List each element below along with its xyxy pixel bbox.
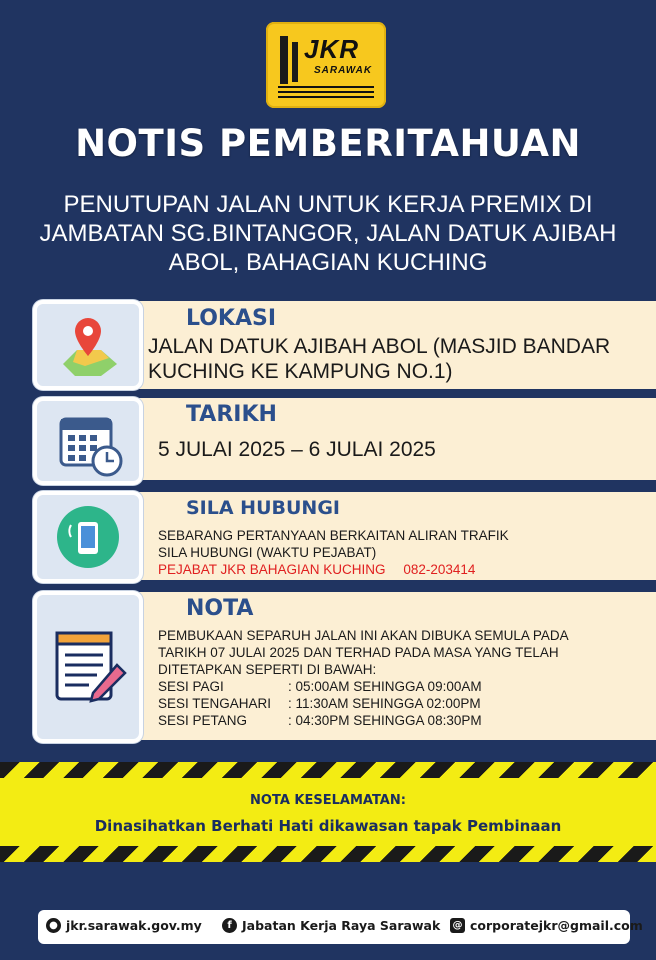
facebook-text: Jabatan Kerja Raya Sarawak xyxy=(242,918,441,933)
page-title: NOTIS PEMBERITAHUAN xyxy=(75,122,581,165)
footer-website[interactable] xyxy=(46,918,202,933)
nota-line: DITETAPKAN SEPERTI DI BAWAH: xyxy=(158,662,377,677)
subtitle-line: JAMBATAN SG.BINTANGOR, JALAN DATUK AJIBAH xyxy=(39,220,617,247)
subtitle xyxy=(20,190,636,277)
safety-text: Dinasihatkan Berhati Hati dikawasan tapak Pembinaan xyxy=(94,817,562,835)
hubungi-text xyxy=(158,527,509,578)
lokasi-text xyxy=(148,334,610,384)
logo-brand: JKR xyxy=(304,34,360,64)
safety-band xyxy=(0,762,656,862)
session-row xyxy=(158,695,569,712)
lokasi-heading: LOKASI xyxy=(186,306,277,331)
safety-title: NOTA KESELAMATAN: xyxy=(250,793,406,808)
tarikh-text: 5 JULAI 2025 – 6 JULAI 2025 xyxy=(158,438,436,461)
nota-icon-box xyxy=(33,591,143,743)
nota-line: TARIKH 07 JULAI 2025 DAN TERHAD PADA MASA YANG TELAH xyxy=(158,645,559,660)
hazard-stripe xyxy=(0,762,656,778)
session-time: : 05:00AM SEHINGGA 09:00AM xyxy=(288,679,482,694)
footer-email[interactable] xyxy=(450,918,643,933)
lokasi-icon-box xyxy=(33,300,143,390)
website-text: jkr.sarawak.gov.my xyxy=(66,918,202,933)
hubungi-icon-box xyxy=(33,491,143,583)
map-pin-icon xyxy=(37,304,139,386)
phone-icon xyxy=(37,495,139,579)
facebook-icon: f xyxy=(222,918,237,933)
session-time: : 04:30PM SEHINGGA 08:30PM xyxy=(288,713,482,728)
footer-bar xyxy=(38,910,643,944)
hubungi-heading: SILA HUBUNGI xyxy=(186,497,340,519)
email-icon: @ xyxy=(450,918,465,933)
office-name: PEJABAT JKR BAHAGIAN KUCHING xyxy=(158,562,386,577)
email-text: corporatejkr@gmail.com xyxy=(470,918,643,933)
notepad-pencil-icon xyxy=(37,595,139,739)
hubungi-line: SILA HUBUNGI (WAKTU PEJABAT) xyxy=(158,545,377,560)
phone-number: 082-203414 xyxy=(403,562,476,577)
subtitle-line: PENUTUPAN JALAN UNTUK KERJA PREMIX DI xyxy=(63,191,593,218)
calendar-clock-icon xyxy=(37,401,139,481)
session-time: : 11:30AM SEHINGGA 02:00PM xyxy=(288,696,481,711)
session-name: SESI TENGAHARI xyxy=(158,696,272,711)
hubungi-line: SEBARANG PERTANYAAN BERKAITAN ALIRAN TRAFIK xyxy=(158,528,509,543)
lokasi-line: JALAN DATUK AJIBAH ABOL (MASJID BANDAR xyxy=(148,335,611,358)
jkr-logo xyxy=(266,22,386,108)
footer-facebook[interactable] xyxy=(222,918,440,933)
hubungi-contact xyxy=(158,561,509,578)
nota-heading: NOTA xyxy=(186,596,254,621)
session-name: SESI PAGI xyxy=(158,679,224,694)
hazard-stripe xyxy=(0,846,656,862)
globe-icon: ● xyxy=(46,918,61,933)
session-row xyxy=(158,712,569,729)
nota-line: PEMBUKAAN SEPARUH JALAN INI AKAN DIBUKA SEMULA PADA xyxy=(158,628,569,643)
tarikh-icon-box xyxy=(33,397,143,485)
session-name: SESI PETANG xyxy=(158,713,248,728)
subtitle-line: ABOL, BAHAGIAN KUCHING xyxy=(168,249,488,276)
logo-region: SARAWAK xyxy=(314,65,373,76)
tarikh-heading: TARIKH xyxy=(186,402,277,427)
lokasi-line: KUCHING KE KAMPUNG NO.1) xyxy=(148,360,453,383)
nota-text xyxy=(158,627,569,729)
session-row xyxy=(158,678,569,695)
